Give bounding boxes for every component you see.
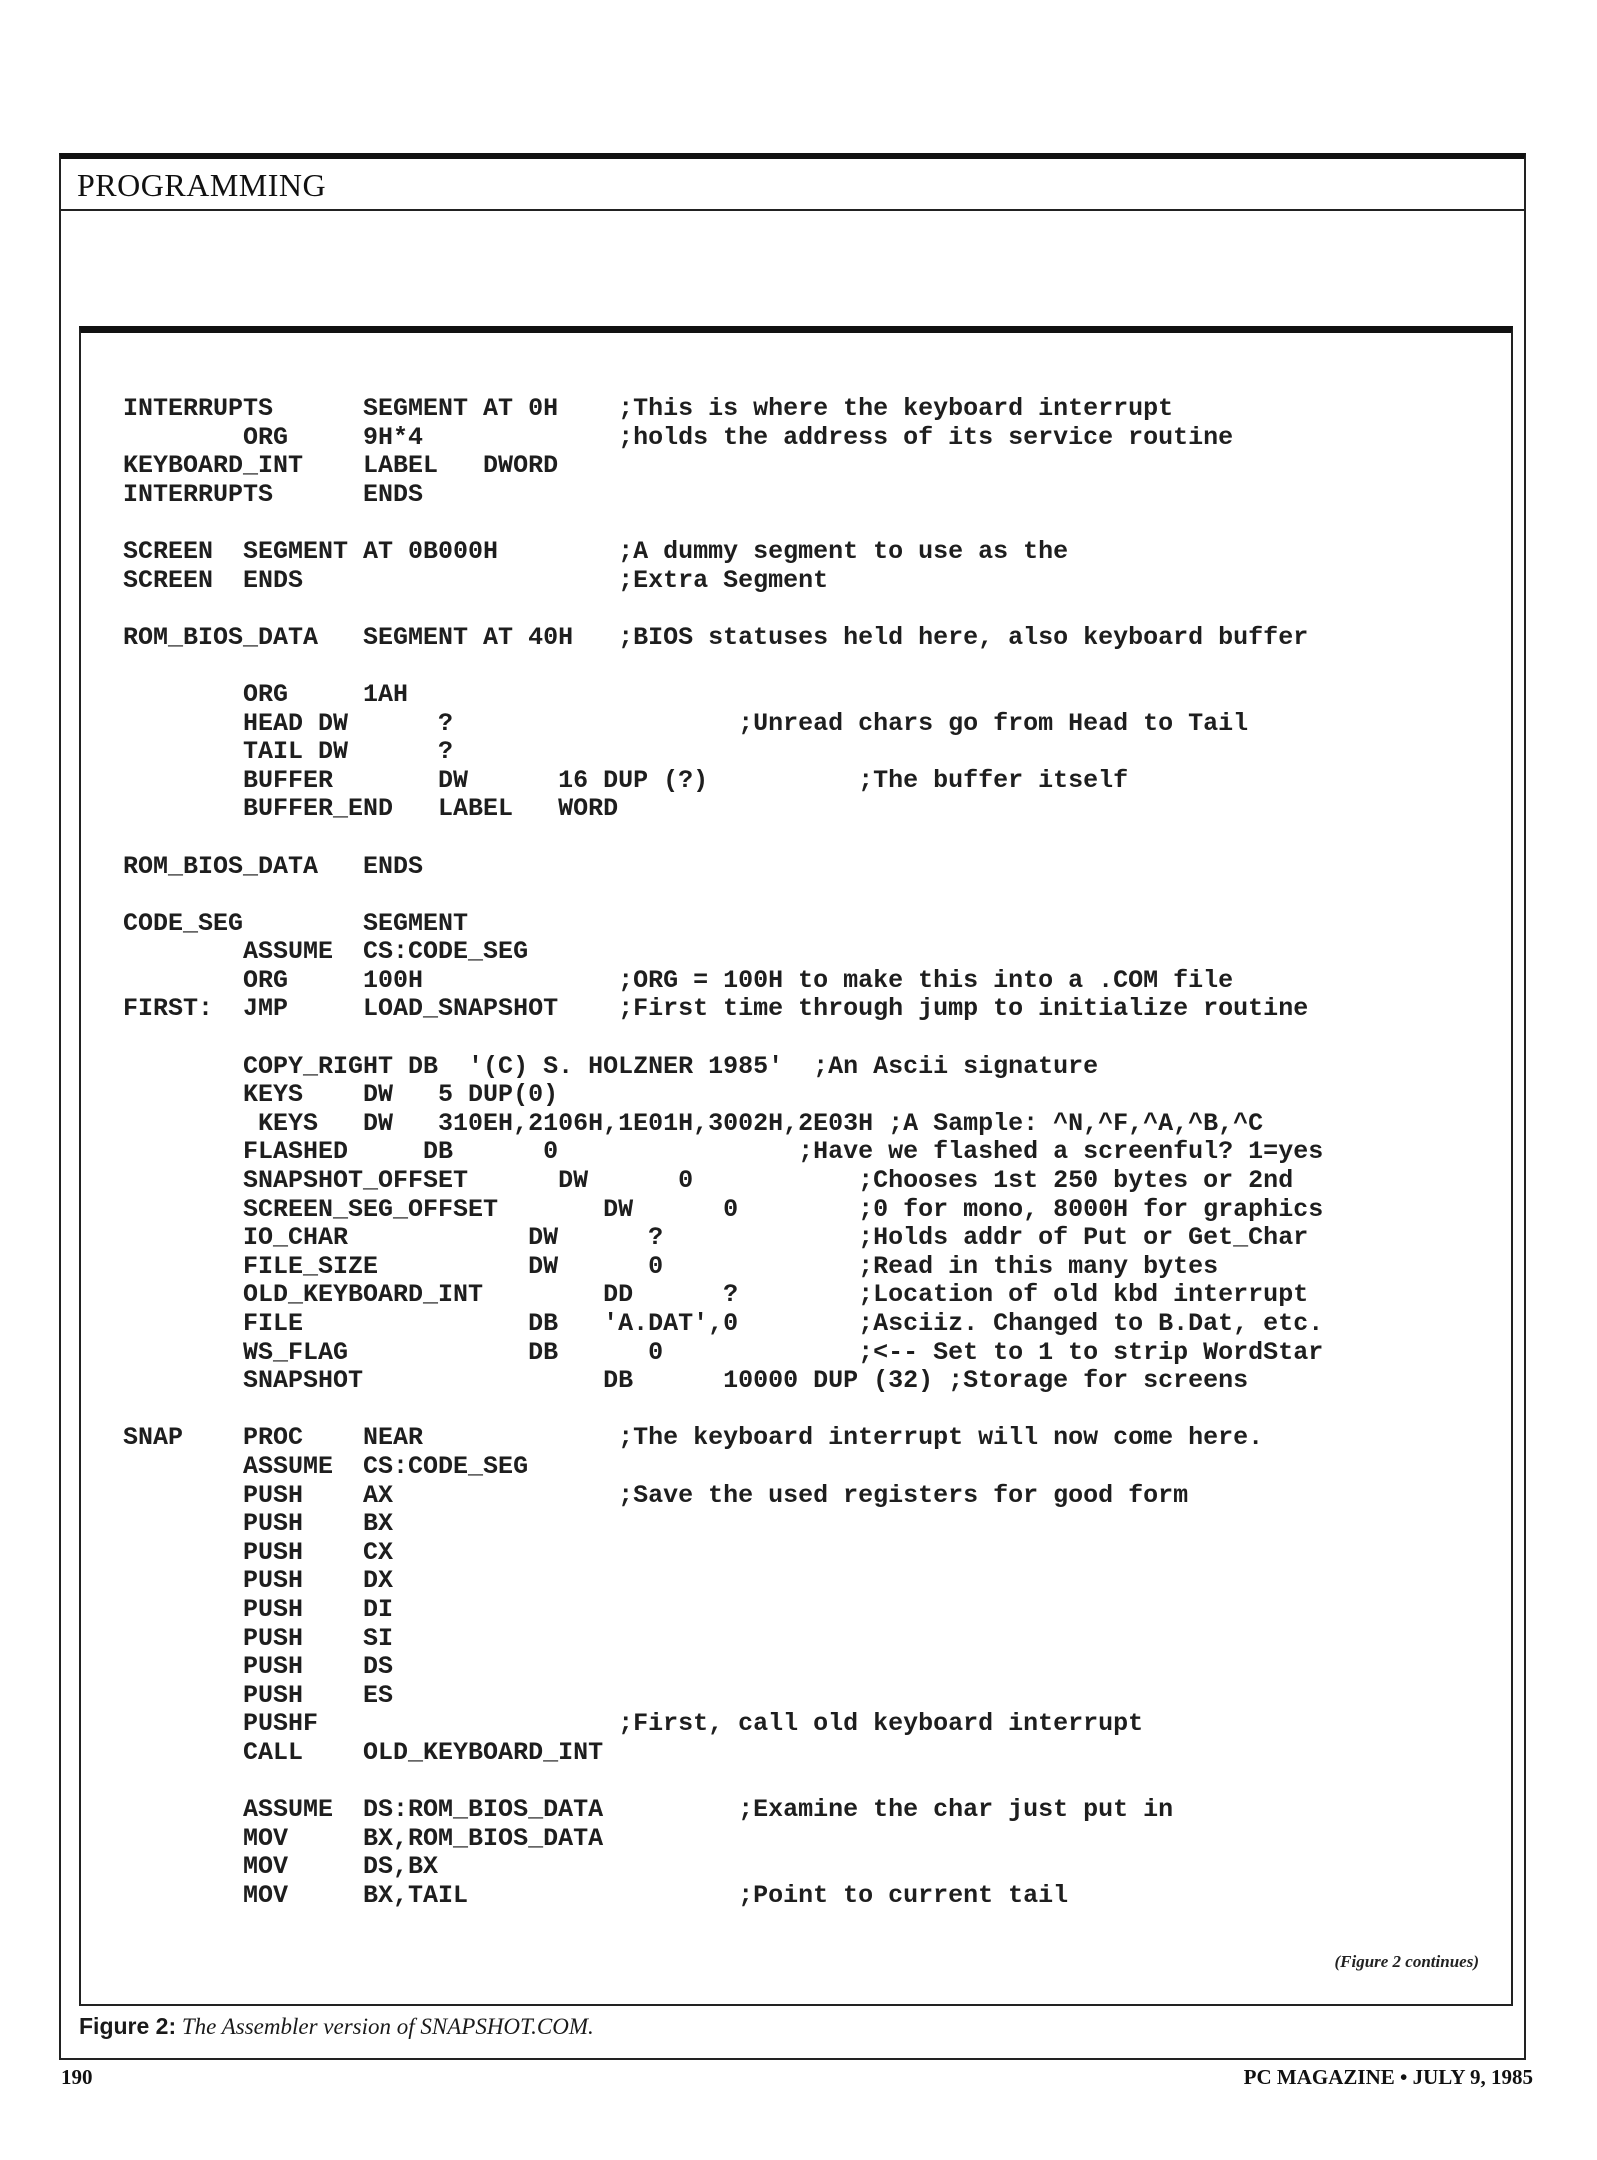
code-line: IO_CHAR DW ? ;Holds addr of Put or Get_Char — [123, 1223, 1309, 1253]
code-line: PUSH BX — [123, 1509, 394, 1539]
code-line: KEYS DW 310EH,2106H,1E01H,3002H,2E03H ;A Sample: ^N,^F,^A,^B,^C — [123, 1108, 1264, 1138]
code-line: PUSHF ;First, call old keyboard interrupt — [123, 1709, 1144, 1739]
publication-footer: PC MAGAZINE • JULY 9, 1985 — [1243, 2065, 1533, 2089]
code-line — [123, 595, 1499, 624]
code-line: BUFFER_END LABEL WORD — [123, 794, 619, 824]
code-line: PUSH DS — [123, 1652, 394, 1682]
code-line: SNAPSHOT DB 10000 DUP (32) ;Storage for screens — [123, 1366, 1249, 1396]
code-line: COPY_RIGHT DB '(C) S. HOLZNER 1985' ;An Ascii signature — [123, 1051, 1099, 1081]
code-line — [123, 1396, 1499, 1425]
figure-box — [79, 326, 1513, 2006]
caption-text: The Assembler version of SNAPSHOT.COM. — [176, 2014, 594, 2039]
code-line: TAIL DW ? — [123, 737, 454, 767]
code-line — [123, 509, 1499, 538]
code-listing — [123, 395, 1499, 1910]
code-line: INTERRUPTS SEGMENT AT 0H ;This is where the keyboard interrupt — [123, 394, 1174, 423]
code-line — [123, 1024, 1499, 1053]
code-line: SNAPSHOT_OFFSET DW 0 ;Chooses 1st 250 bytes or 2nd — [123, 1166, 1294, 1196]
code-line: MOV DS,BX — [123, 1852, 439, 1882]
code-line: SCREEN ENDS ;Extra Segment — [123, 565, 829, 595]
page-number: 190 — [61, 2065, 93, 2089]
code-line: FILE_SIZE DW 0 ;Read in this many bytes — [123, 1251, 1219, 1281]
code-line: MOV BX,ROM_BIOS_DATA — [123, 1823, 604, 1853]
code-line: KEYS DW 5 DUP(0) — [123, 1080, 559, 1110]
code-line: KEYBOARD_INT LABEL DWORD — [123, 451, 559, 481]
code-line — [123, 1768, 1499, 1797]
code-line: PUSH DI — [123, 1594, 394, 1624]
code-line: SCREEN SEGMENT AT 0B000H ;A dummy segment to use as the — [123, 536, 1069, 566]
code-line: ORG 9H*4 ;holds the address of its service routine — [123, 422, 1234, 452]
code-line: OLD_KEYBOARD_INT DD ? ;Location of old kbd interrupt — [123, 1280, 1309, 1310]
code-line: ASSUME DS:ROM_BIOS_DATA ;Examine the char just put in — [123, 1795, 1174, 1825]
code-line: SNAP PROC NEAR ;The keyboard interrupt will now come here. — [123, 1423, 1264, 1453]
section-header — [59, 159, 1526, 211]
code-line: ORG 100H ;ORG = 100H to make this into a .COM file — [123, 965, 1234, 995]
code-line: CALL OLD_KEYBOARD_INT — [123, 1737, 604, 1767]
code-line: PUSH AX ;Save the used registers for good form — [123, 1480, 1189, 1510]
code-line: ORG 1AH — [123, 679, 409, 709]
code-line: CODE_SEG SEGMENT — [123, 908, 469, 938]
code-line: BUFFER DW 16 DUP (?) ;The buffer itself — [123, 765, 1129, 795]
code-line — [123, 881, 1499, 910]
code-line: FLASHED DB 0 ;Have we flashed a screenful? 1=yes — [123, 1137, 1324, 1167]
code-line: SCREEN_SEG_OFFSET DW 0 ;0 for mono, 8000H for graphics — [123, 1194, 1324, 1224]
code-line: WS_FLAG DB 0 ;<-- Set to 1 to strip WordStar — [123, 1337, 1324, 1367]
figure-continues-note: (Figure 2 continues) — [1334, 1952, 1479, 1971]
code-line: ROM_BIOS_DATA ENDS — [123, 851, 424, 881]
section-title: PROGRAMMING — [77, 167, 327, 203]
code-line: FILE DB 'A.DAT',0 ;Asciiz. Changed to B.Dat, etc. — [123, 1309, 1324, 1338]
code-line: PUSH ES — [123, 1680, 394, 1710]
code-line: HEAD DW ? ;Unread chars go from Head to Tail — [123, 708, 1249, 738]
code-line: PUSH CX — [123, 1537, 394, 1567]
code-line: FIRST: JMP LOAD_SNAPSHOT ;First time through jump to initialize routine — [123, 994, 1309, 1024]
code-line — [123, 824, 1499, 853]
code-line: PUSH DX — [123, 1566, 394, 1596]
code-line — [123, 652, 1499, 681]
code-line: MOV BX,TAIL ;Point to current tail — [123, 1880, 1069, 1910]
caption-label: Figure 2: — [79, 2013, 177, 2039]
code-line: PUSH SI — [123, 1623, 394, 1653]
code-line: ROM_BIOS_DATA SEGMENT AT 40H ;BIOS statuses held here, also keyboard buffer — [123, 622, 1309, 652]
code-line: INTERRUPTS ENDS — [123, 479, 424, 509]
code-line: ASSUME CS:CODE_SEG — [123, 937, 529, 967]
figure-caption — [79, 2013, 594, 2040]
code-line: ASSUME CS:CODE_SEG — [123, 1451, 529, 1481]
